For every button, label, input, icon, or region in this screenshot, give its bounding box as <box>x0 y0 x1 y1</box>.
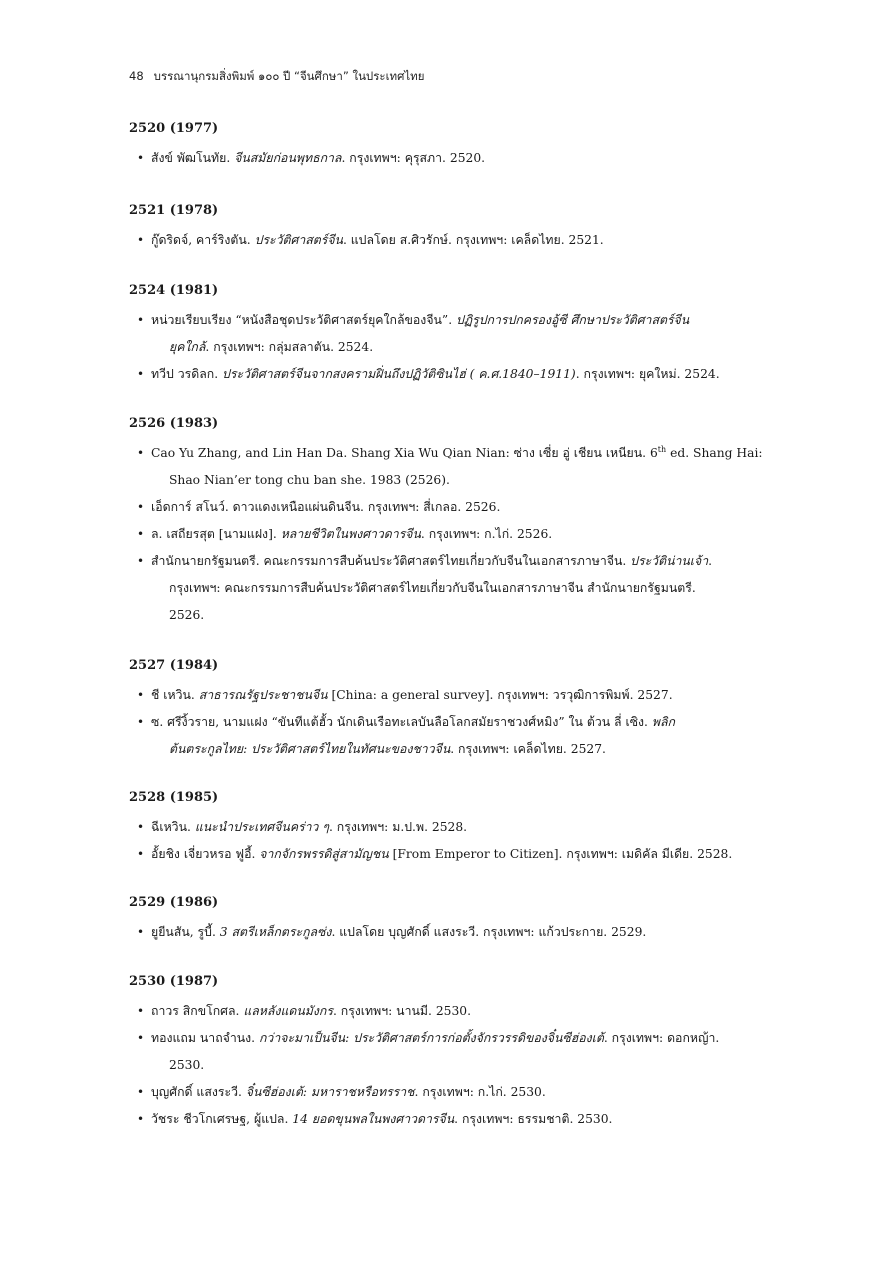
year-heading: 2530 (1987) <box>129 974 219 989</box>
entry-title-text: กว่าจะมาเป็นจีน: ประวัติศาสตร์การก่อตั้งจักรวรรดิของจิ๋นซีฮ่องเต้ <box>258 1031 604 1045</box>
bibliography-entry <box>129 1079 771 1106</box>
year-section <box>129 414 771 629</box>
entry-title-text: 3 สตรีเหล็กตระกูลซ่ง <box>219 925 332 939</box>
year-heading: 2521 (1978) <box>129 203 219 218</box>
entry-title-text: พลิก <box>651 715 675 729</box>
entry-text: . กรุงเทพฯ: ธรรมชาติ. 2530. <box>454 1112 613 1126</box>
entry-text: . กรุงเทพฯ: นานมี. 2530. <box>332 1004 472 1018</box>
year-heading: 2524 (1981) <box>129 283 219 298</box>
entry-text: . กรุงเทพฯ: ยุคใหม่. 2524. <box>575 367 720 381</box>
entry-text: ชี เหวิน. <box>151 688 199 702</box>
entry-title-text: สาธารณรัฐประชาชนจีน <box>198 688 328 702</box>
entry-text: . แปลโดย บุญศักดิ์ แสงระวี. กรุงเทพฯ: แก้วประกาย. 2529. <box>331 925 647 939</box>
entry-text: กรุงเทพฯ: คณะกรรมการสืบค้นประวัติศาสตร์ไทยเกี่ยวกับจีนในเอกสารภาษาจีน สำนักนายกรัฐมนตรี. <box>169 581 696 595</box>
entry-title-text: จิ๋นซีฮ่องเต้: มหาราชหรือทรราช <box>245 1085 415 1099</box>
entry-text: บุญศักดิ์ แสงระวี. <box>151 1085 246 1099</box>
bullet-icon: • <box>137 847 145 861</box>
bullet-icon: • <box>137 925 145 939</box>
entry-text: ฉีเหวิน. <box>151 820 195 834</box>
entry-list <box>129 440 771 629</box>
year-section <box>129 893 771 946</box>
year-section <box>129 119 771 172</box>
entry-text: สำนักนายกรัฐมนตรี. คณะกรรมการสืบค้นประวัติศาสตร์ไทยเกี่ยวกับจีนในเอกสารภาษาจีน. <box>151 554 631 568</box>
bullet-icon: • <box>137 233 145 247</box>
bibliography-entry <box>129 494 771 521</box>
year-section <box>129 972 771 1133</box>
entry-text: วัชระ ชีวโกเศรษฐ, ผู้แปล. <box>151 1112 293 1126</box>
page-number: 48 <box>129 69 144 83</box>
entry-text: หน่วยเรียบเรียง “หนังสือชุดประวัติศาสตร์ยุคใกล้ของจีน”. <box>151 313 457 327</box>
entry-text: 2526. <box>169 608 205 622</box>
entry-title-text: 14 ยอดขุนพลในพงศาวดารจีน <box>292 1112 455 1126</box>
bullet-icon: • <box>137 500 145 514</box>
entry-text: . กรุงเทพฯ: ก.ไก่. 2526. <box>420 527 553 541</box>
bullet-icon: • <box>137 151 145 165</box>
bibliography-entry <box>129 1025 771 1079</box>
entry-title-text: ประวัติศาสตร์จีนจากสงครามฝิ่นถึงปฏิวัติซินไฮ่ ( ค.ศ.1840–1911) <box>222 367 576 381</box>
entry-title-text: ประวัติศาสตร์จีน <box>254 233 343 247</box>
year-heading: 2528 (1985) <box>129 790 219 805</box>
entry-text: . กรุงเทพฯ: กลุ่มสลาตัน. 2524. <box>205 340 374 354</box>
bullet-icon: • <box>137 1031 145 1045</box>
entry-text: [China: a general survey]. กรุงเทพฯ: วรวุฒิการพิมพ์. 2527. <box>327 688 673 702</box>
entry-text: ซ. ศรีงิ้วราย, นามแฝง “ขันทีแต้ฮั้ว นักเดินเรือทะเลบันลือโลกสมัยราชวงศ์หมิง” ใน ต้วน ลี่ เซิง. <box>151 715 652 729</box>
year-section <box>129 281 771 388</box>
entry-text: เอ็ดการ์ สโนว์. ดาวแดงเหนือแผ่นดินจีน. กรุงเทพฯ: สี่เกลอ. 2526. <box>151 500 501 514</box>
entry-text: . กรุงเทพฯ: คุรุสภา. 2520. <box>341 151 486 165</box>
bullet-icon: • <box>137 820 145 834</box>
bibliography-entry <box>129 814 771 841</box>
entry-text: . กรุงเทพฯ: ดอกหญ้า. <box>603 1031 720 1045</box>
bibliography-entry <box>129 548 771 629</box>
bullet-icon: • <box>137 367 145 381</box>
entry-text: ถาวร สิกขโกศล. <box>151 1004 244 1018</box>
bibliography-content <box>129 119 771 1159</box>
entry-text: ed. Shang Hai: <box>666 446 763 460</box>
entry-text: อั้ยชิง เจี่ยวหรอ ฟูอี้. <box>151 847 260 861</box>
entry-title-text: ประวัติน่านเจ้า <box>630 554 709 568</box>
entry-text: . แปลโดย ส.ศิวรักษ์. กรุงเทพฯ: เคล็ดไทย. 2521. <box>342 233 604 247</box>
bullet-icon: • <box>137 446 145 460</box>
bibliography-entry <box>129 227 771 254</box>
bullet-icon: • <box>137 313 145 327</box>
bullet-icon: • <box>137 1085 145 1099</box>
year-heading: 2520 (1977) <box>129 121 219 136</box>
bibliography-entry <box>129 521 771 548</box>
bullet-icon: • <box>137 688 145 702</box>
bibliography-entry <box>129 998 771 1025</box>
entry-list <box>129 814 771 868</box>
entry-list <box>129 307 771 388</box>
bullet-icon: • <box>137 1112 145 1126</box>
entry-text: กู๊ดริดจ์, คาร์ริงตัน. <box>151 233 255 247</box>
bullet-icon: • <box>137 527 145 541</box>
entry-text: ทวีป วรดิลก. <box>151 367 223 381</box>
bibliography-entry <box>129 361 771 388</box>
entry-text: th <box>657 444 667 454</box>
page-header <box>129 68 425 86</box>
bibliography-entry <box>129 307 771 361</box>
entry-title-text: ปฏิรูปการปกครองอู้ซี ศึกษาประวัติศาสตร์จีน <box>456 313 690 327</box>
year-heading: 2529 (1986) <box>129 895 219 910</box>
entry-list <box>129 682 771 763</box>
bibliography-entry <box>129 440 771 494</box>
entry-title-text: แนะนำประเทศจีนคร่าว ๆ <box>194 820 329 834</box>
entry-text: ล. เสถียรสุต [นามแฝง]. <box>151 527 281 541</box>
entry-text: . <box>708 554 713 568</box>
entry-text: [From Emperor to Citizen]. กรุงเทพฯ: เมดิคัล มีเดีย. 2528. <box>388 847 733 861</box>
entry-list <box>129 227 771 254</box>
entry-title-text: จีนสมัยก่อนพุทธกาล <box>234 151 342 165</box>
year-heading: 2526 (1983) <box>129 416 219 431</box>
entry-text: 2530. <box>169 1058 205 1072</box>
bullet-icon: • <box>137 715 145 729</box>
year-section <box>129 788 771 868</box>
bullet-icon: • <box>137 554 145 568</box>
bibliography-entry <box>129 919 771 946</box>
bibliography-entry <box>129 841 771 868</box>
entry-title-text: แลหลังแดนมังกร <box>243 1004 333 1018</box>
entry-text: . กรุงเทพฯ: เคล็ดไทย. 2527. <box>450 742 606 756</box>
entry-text: สังข์ พัฒโนทัย. <box>151 151 235 165</box>
entry-text: . กรุงเทพฯ: ก.ไก่. 2530. <box>414 1085 546 1099</box>
entry-title-text: ยุคใกล้ <box>169 340 206 354</box>
entry-text: Cao Yu Zhang, and Lin Han Da. Shang Xia Wu Qian Nian: ซ่าง เซี่ย อู่ เชียน เหนียน. 6 <box>151 446 658 460</box>
entry-text: . กรุงเทพฯ: ม.ป.พ. 2528. <box>328 820 468 834</box>
year-section <box>129 656 771 763</box>
bibliography-entry <box>129 709 771 763</box>
entry-list <box>129 919 771 946</box>
entry-title-text: หลายชีวิตในพงศาวดารจีน <box>280 527 421 541</box>
bibliography-entry <box>129 1106 771 1133</box>
running-title: บรรณานุกรมสิ่งพิมพ์ ๑๐๐ ปี “จีนศึกษา” ในประเทศไทย <box>153 69 425 83</box>
entry-list <box>129 145 771 172</box>
year-heading: 2527 (1984) <box>129 658 219 673</box>
entry-title-text: จากจักรพรรดิสู่สามัญชน <box>259 847 389 861</box>
bibliography-entry <box>129 145 771 172</box>
entry-list <box>129 998 771 1133</box>
year-section <box>129 201 771 254</box>
entry-text: ยูยีนสัน, รูบี้. <box>151 925 220 939</box>
entry-text: Shao Nian’er tong chu ban she. 1983 (2526). <box>169 473 450 487</box>
bibliography-entry <box>129 682 771 709</box>
entry-text: ทองแถม นาถจำนง. <box>151 1031 259 1045</box>
bullet-icon: • <box>137 1004 145 1018</box>
entry-title-text: ต้นตระกูลไทย: ประวัติศาสตร์ไทยในทัศนะของชาวจีน <box>169 742 451 756</box>
